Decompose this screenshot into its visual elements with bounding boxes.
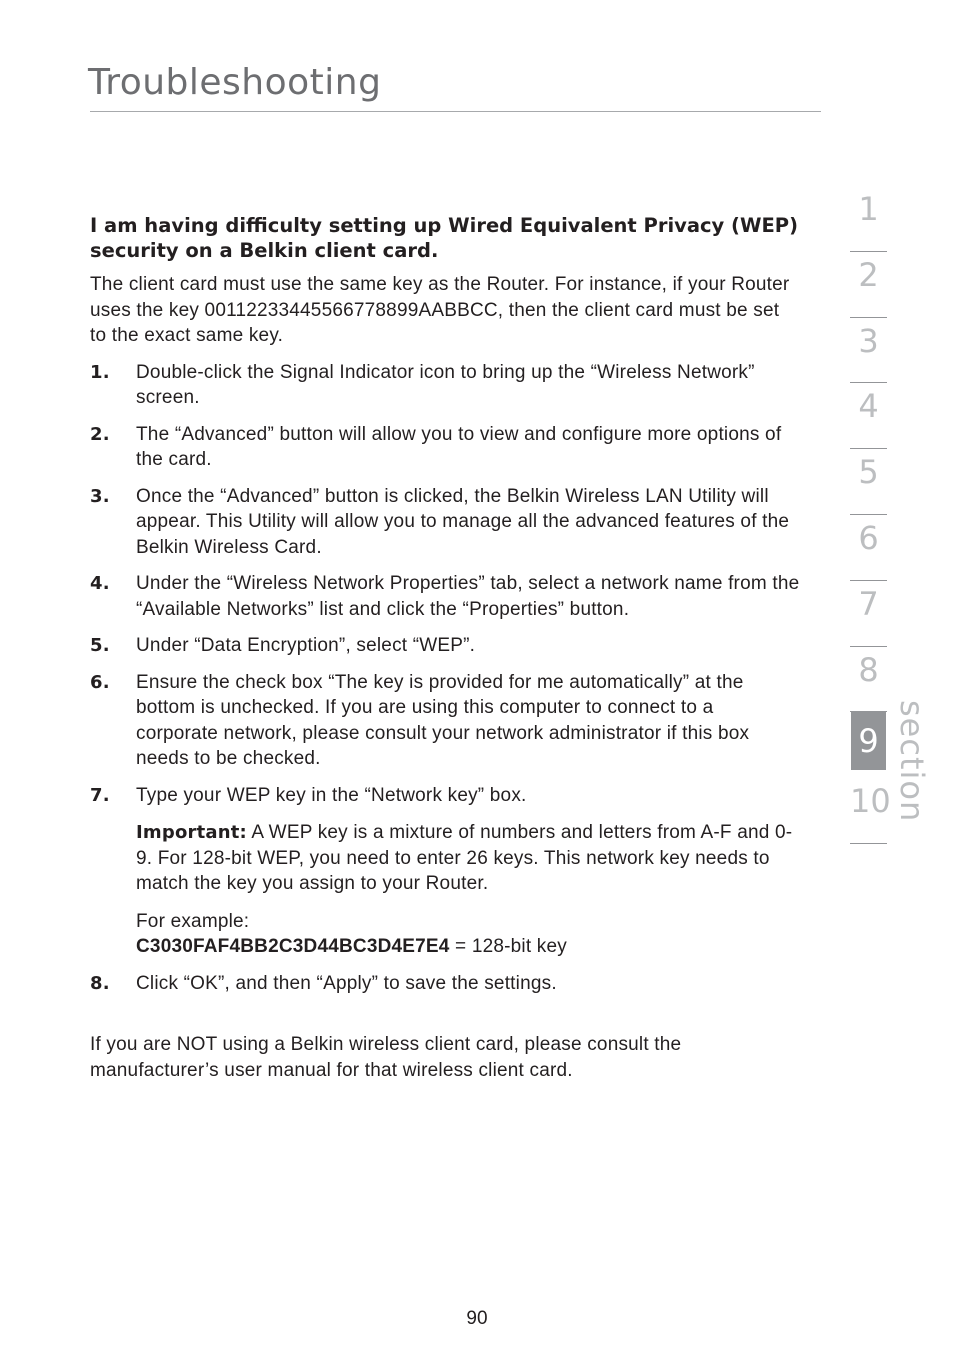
step-item: [90, 422, 800, 473]
example-key: C3030FAF4BB2C3D44BC3D4E7E4: [136, 936, 450, 957]
important-text: A WEP key is a mixture of numbers and letters from A-F and 0-9. For 128-bit WEP, you need to enter 26 keys. This network key needs to match the key you assign to your Router.: [136, 822, 793, 894]
step-number: 2.: [90, 423, 110, 445]
step-text: Type your WEP key in the “Network key” box.: [136, 784, 527, 806]
important-note: [136, 820, 800, 897]
page-number: 90: [466, 1308, 488, 1329]
step-item: [90, 360, 800, 411]
intro-paragraph: The client card must use the same key as the Router. For instance, if your Router uses the key 00112233445566778899AABBCC, then the client card must be set to the exact same key.: [90, 274, 790, 346]
example-block: [136, 909, 800, 960]
step-item: [90, 633, 800, 659]
section-tab-7[interactable]: 7: [850, 581, 887, 647]
step-text: Double-click the Signal Indicator icon to bring up the “Wireless Network” screen.: [136, 361, 755, 408]
step-item: [90, 670, 800, 772]
step-number: 4.: [90, 573, 110, 594]
section-tab-3[interactable]: 3: [850, 318, 887, 384]
step-item: [90, 971, 800, 997]
steps-list: [90, 360, 800, 997]
step-item: [90, 783, 800, 960]
step-text: Ensure the check box “The key is provided for me automatically” at the bottom is unchecked. If you are using this computer to connect to a corporate network, please consult your network administrator if this box needs to be checked.: [136, 671, 750, 769]
section-tab-9-active[interactable]: 9: [850, 712, 887, 778]
step-number: 6.: [90, 671, 110, 693]
important-label: Important:: [136, 822, 247, 843]
step-number: 5.: [90, 635, 110, 656]
section-label: section: [893, 700, 931, 823]
step-number: 7.: [90, 784, 110, 806]
step-number: 3.: [90, 485, 110, 507]
main-content: [90, 213, 800, 1083]
step-text: Under the “Wireless Network Properties” tab, select a network name from the “Available Networks” list and click the “Properties” button.: [136, 573, 800, 620]
step-text: Once the “Advanced” button is clicked, the Belkin Wireless LAN Utility will appear. This Utility will allow you to manage all the advanced features of the Belkin Wireless Card.: [136, 485, 790, 558]
section-tab-6[interactable]: 6: [850, 515, 887, 581]
closing-paragraph: If you are NOT using a Belkin wireless client card, please consult the manufacturer’s user manual for that wireless client card.: [90, 1034, 682, 1081]
section-tab-1[interactable]: 1: [850, 186, 887, 252]
step-number: 8.: [90, 972, 110, 994]
step-text: The “Advanced” button will allow you to view and configure more options of the card.: [136, 423, 782, 470]
step-text: Click “OK”, and then “Apply” to save the settings.: [136, 972, 557, 994]
step-item: [90, 484, 800, 561]
section-nav: [850, 186, 891, 844]
section-tab-8[interactable]: 8: [850, 647, 887, 713]
title-divider: [90, 111, 821, 112]
section-heading: I am having difficulty setting up Wired Equivalent Privacy (WEP) security on a Belkin client card.: [90, 214, 798, 262]
page-title: Troubleshooting: [88, 62, 382, 103]
example-label: For example:: [136, 910, 250, 932]
section-tab-4[interactable]: 4: [850, 383, 887, 449]
section-tab-2[interactable]: 2: [850, 252, 887, 318]
section-tab-10[interactable]: 10: [850, 778, 887, 844]
step-number: 1.: [90, 361, 110, 383]
section-tab-5[interactable]: 5: [850, 449, 887, 515]
step-text: Under “Data Encryption”, select “WEP”.: [136, 635, 476, 656]
step-item: [90, 571, 800, 622]
example-suffix: = 128-bit key: [449, 936, 567, 957]
